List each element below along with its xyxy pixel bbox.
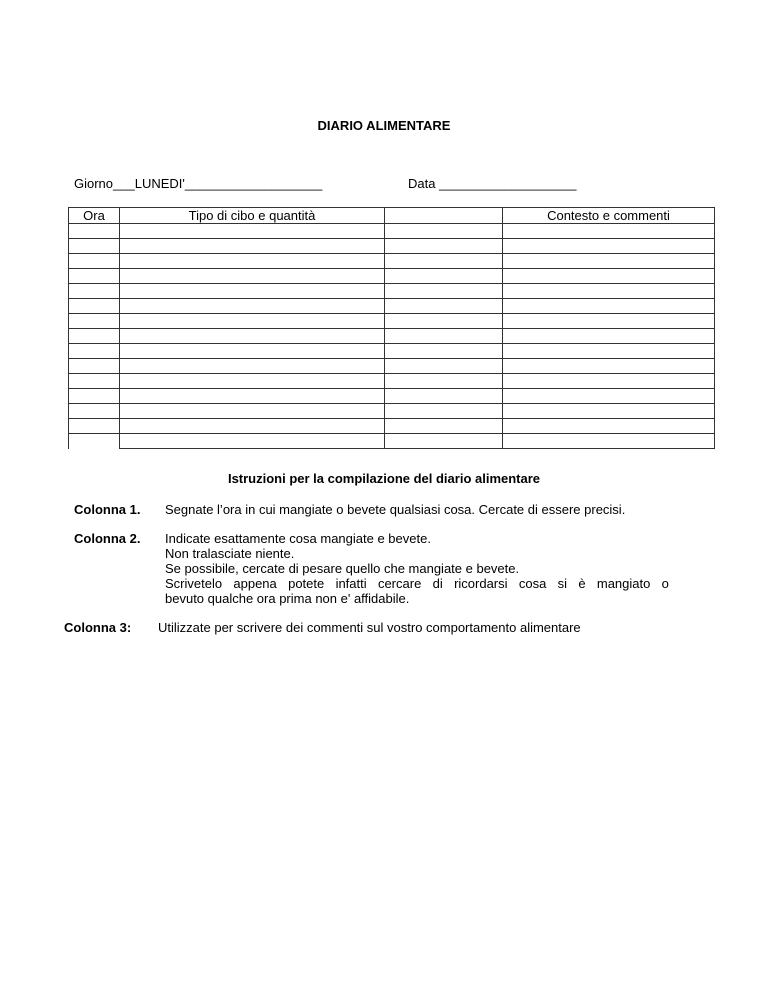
table-cell: [503, 419, 715, 434]
table-row: [69, 314, 715, 329]
table-cell: [120, 239, 385, 254]
table-cell: [69, 419, 120, 434]
word: infatti: [335, 576, 367, 591]
diary-table-body: [69, 224, 715, 449]
document-title: DIARIO ALIMENTARE: [317, 118, 451, 133]
table-cell: [120, 299, 385, 314]
table-cell: [385, 299, 503, 314]
word: è: [578, 576, 586, 591]
table-cell: [120, 419, 385, 434]
table-row: [69, 254, 715, 269]
table-cell: [120, 374, 385, 389]
table-cell: [69, 239, 120, 254]
table-cell: [503, 374, 715, 389]
word: cercare: [377, 576, 422, 591]
table-cell: [69, 224, 120, 239]
table-cell: [385, 374, 503, 389]
table-cell: [385, 314, 503, 329]
col1-text: [165, 502, 625, 517]
table-cell: [69, 374, 120, 389]
table-cell: [503, 254, 715, 269]
col2-line: Indicate esattamente cosa mangiate e bevete.: [165, 531, 431, 546]
word: Scrivetelo: [165, 576, 223, 591]
table-cell: [503, 389, 715, 404]
col2-line: bevuto qualche ora prima non e' affidabile.: [165, 591, 410, 606]
table-row: [69, 239, 715, 254]
table-cell: [503, 284, 715, 299]
table-cell: [385, 404, 503, 419]
table-cell: [503, 434, 715, 449]
table-cell: [385, 389, 503, 404]
table-cell: [69, 359, 120, 374]
word: si: [557, 576, 568, 591]
word: cosa: [518, 576, 547, 591]
table-row: [69, 404, 715, 419]
table-cell: [69, 314, 120, 329]
table-row: [69, 224, 715, 239]
table-cell: [503, 359, 715, 374]
instructions-title: Istruzioni per la compilazione del diario alimentare: [227, 471, 541, 486]
table-cell: [385, 434, 503, 449]
header-ora: Ora: [69, 208, 120, 224]
table-cell: [120, 224, 385, 239]
table-cell: [120, 269, 385, 284]
table-cell: [385, 419, 503, 434]
table-cell: [120, 254, 385, 269]
table-cell: [69, 329, 120, 344]
col2-text: [165, 531, 669, 606]
table-cell: [503, 269, 715, 284]
col2-line-justified: [165, 576, 669, 591]
table-cell: [385, 269, 503, 284]
table-row: [69, 269, 715, 284]
table-cell: [385, 344, 503, 359]
table-cell: [120, 284, 385, 299]
table-cell: [385, 284, 503, 299]
word: ricordarsi: [454, 576, 508, 591]
col3-text: [158, 620, 581, 635]
table-cell: [385, 329, 503, 344]
table-cell: [503, 344, 715, 359]
table-cell: [503, 299, 715, 314]
table-cell: [503, 404, 715, 419]
table-cell: [120, 404, 385, 419]
table-cell: [120, 434, 385, 449]
table-cell: [385, 254, 503, 269]
col1-label: Colonna 1.: [74, 502, 141, 517]
col2-line: Non tralasciate niente.: [165, 546, 295, 561]
table-cell: [120, 344, 385, 359]
table-cell: [69, 269, 120, 284]
table-row: [69, 284, 715, 299]
table-header-row: [69, 208, 715, 224]
table-row: [69, 389, 715, 404]
table-cell: [120, 329, 385, 344]
table-row: [69, 434, 715, 449]
header-tipo-cibo: Tipo di cibo e quantità: [120, 208, 385, 224]
word: appena: [233, 576, 277, 591]
table-cell: [385, 239, 503, 254]
table-cell: [69, 284, 120, 299]
table-cell: [69, 299, 120, 314]
col3-label: Colonna 3:: [64, 620, 132, 635]
table-cell: [120, 314, 385, 329]
table-row: [69, 329, 715, 344]
table-cell: [120, 389, 385, 404]
header-contesto: Contesto e commenti: [503, 208, 715, 224]
word: o: [661, 576, 669, 591]
table-cell: [120, 359, 385, 374]
table-cell: [503, 314, 715, 329]
data-field: Data ___________________: [408, 176, 577, 191]
table-cell: [385, 224, 503, 239]
table-cell: [69, 344, 120, 359]
table-cell: [69, 254, 120, 269]
table-cell: [69, 389, 120, 404]
col2-label: Colonna 2.: [74, 531, 141, 546]
word: mangiato: [596, 576, 651, 591]
table-row: [69, 374, 715, 389]
col2-line: Se possibile, cercate di pesare quello che mangiate e bevete.: [165, 561, 520, 576]
diary-table: [68, 207, 715, 449]
table-cell: [503, 224, 715, 239]
table-cell: [503, 239, 715, 254]
table-cell: [385, 359, 503, 374]
table-cell: [503, 329, 715, 344]
col3-text-line: Utilizzate per scrivere dei commenti sul vostro comportamento alimentare: [158, 620, 581, 635]
table-row: [69, 299, 715, 314]
word: di: [432, 576, 443, 591]
word: potete: [288, 576, 325, 591]
table-cell: [69, 434, 120, 449]
table-cell: [69, 404, 120, 419]
col1-text-line: Segnate l’ora in cui mangiate o bevete qualsiasi cosa. Cercate di essere precisi.: [165, 502, 626, 517]
header-blank: [385, 208, 503, 224]
table-row: [69, 359, 715, 374]
table-row: [69, 344, 715, 359]
table-row: [69, 419, 715, 434]
giorno-field: Giorno___LUNEDI'___________________: [74, 176, 323, 191]
